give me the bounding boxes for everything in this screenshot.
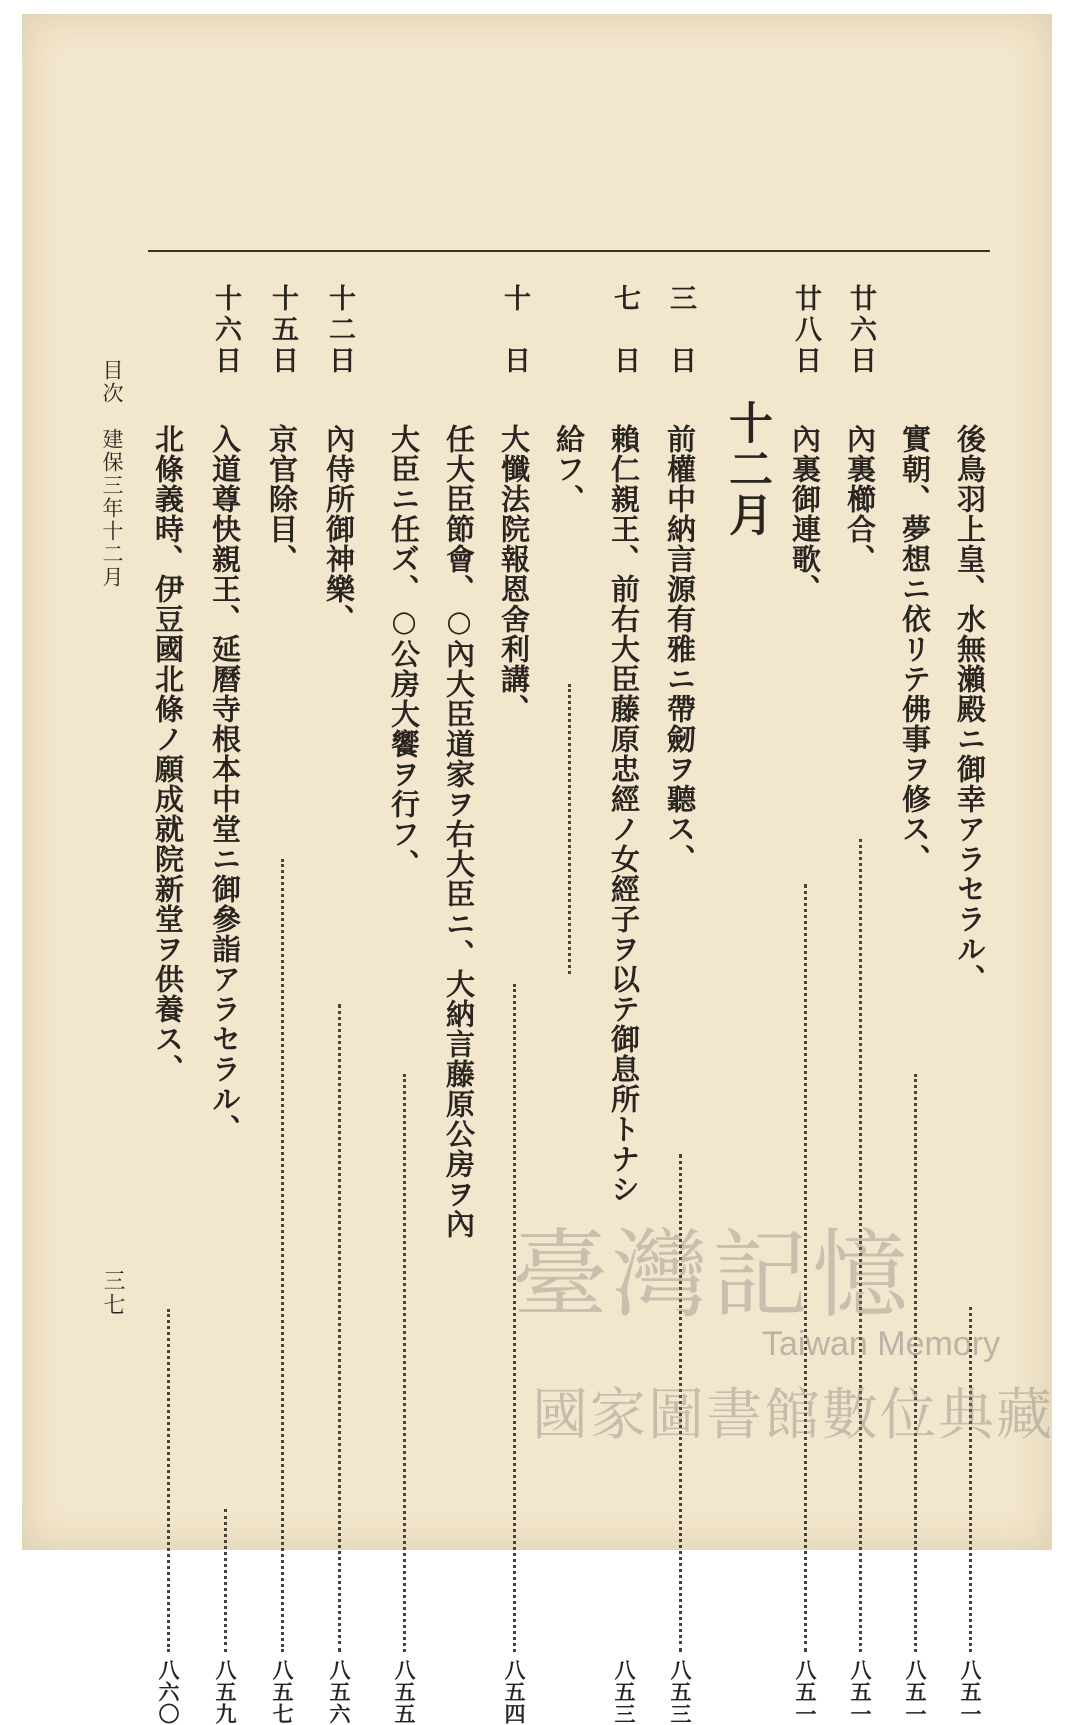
watermark-english: Taiwan Memory: [762, 1325, 1001, 1363]
watermark-subtitle: 國家圖書館數位典藏: [532, 1383, 1054, 1446]
entry-text: 北條義時、伊豆國北條ノ願成就院新堂ヲ供養ス、: [151, 424, 185, 1084]
entry-text: 內裏櫛合、: [843, 424, 877, 574]
entry-page: 八五三: [668, 1659, 693, 1725]
dot-leader: [224, 1509, 227, 1652]
entry-day: 十六日: [210, 284, 241, 377]
dot-leader: [167, 1309, 170, 1652]
entry-page: 八五一: [958, 1659, 983, 1725]
entry-text: 內裏御連歌、: [788, 424, 822, 604]
entry-page: 八五九: [213, 1659, 238, 1725]
entry-page: 八五四: [502, 1659, 527, 1725]
entry-text: 大懺法院報恩舍利講、: [497, 424, 531, 724]
entry-page: 八五七: [270, 1659, 295, 1725]
entry-day: 廿六日: [845, 284, 876, 377]
entry-text: 賴仁親王、前右大臣藤原忠經ノ女經子ヲ以テ御息所トナシ: [607, 424, 641, 1204]
entry-page: 八五一: [793, 1659, 818, 1725]
entry-text: 前權中納言源有雅ニ帶劒ヲ聽ス、: [663, 424, 697, 874]
entry-day: 十 日: [499, 284, 530, 377]
entry-page: 八五三: [612, 1659, 637, 1725]
month-heading: 十二月: [721, 400, 772, 538]
entry-text: 大臣ニ任ズ、○公房大饗ヲ行フ、: [387, 424, 421, 879]
entry-text: 給フ、: [552, 424, 586, 514]
entry-page: 八五五: [392, 1659, 417, 1725]
header-rule: [148, 250, 990, 252]
entry-day: 十二日: [324, 284, 355, 377]
dot-leader: [568, 684, 571, 974]
entry-text: 入道尊快親王、延曆寺根本中堂ニ御參詣アラセラル、: [208, 424, 242, 1144]
page-number: 三七: [100, 1269, 125, 1317]
watermark-cjk: 臺灣記憶: [512, 1219, 912, 1331]
entry-day: 七 日: [609, 284, 640, 377]
entry-text: 任大臣節會、○內大臣道家ヲ右大臣ニ、大納言藤原公房ヲ內: [442, 424, 476, 1239]
entry-text: 後鳥羽上皇、水無瀨殿ニ御幸アラセラル、: [953, 424, 987, 994]
entry-text: 實朝、夢想ニ依リテ佛事ヲ修ス、: [898, 424, 932, 874]
dot-leader: [338, 1004, 341, 1652]
entry-day: 廿八日: [790, 284, 821, 377]
entry-page: 八五一: [903, 1659, 928, 1725]
entry-day: 十五日: [267, 284, 298, 377]
entry-text: 京官除目、: [265, 424, 299, 574]
entry-page: 八五六: [327, 1659, 352, 1725]
dot-leader: [281, 859, 284, 1652]
running-footer: 目次 建保三年十二月: [100, 359, 124, 589]
document-page: [22, 14, 1054, 1725]
dot-leader: [403, 1074, 406, 1652]
entry-page: 八六〇: [156, 1659, 181, 1725]
entry-page: 八五一: [848, 1659, 873, 1725]
entry-day: 三 日: [665, 284, 696, 377]
entry-text: 內侍所御神樂、: [322, 424, 356, 634]
watermark: [512, 1199, 1054, 1459]
